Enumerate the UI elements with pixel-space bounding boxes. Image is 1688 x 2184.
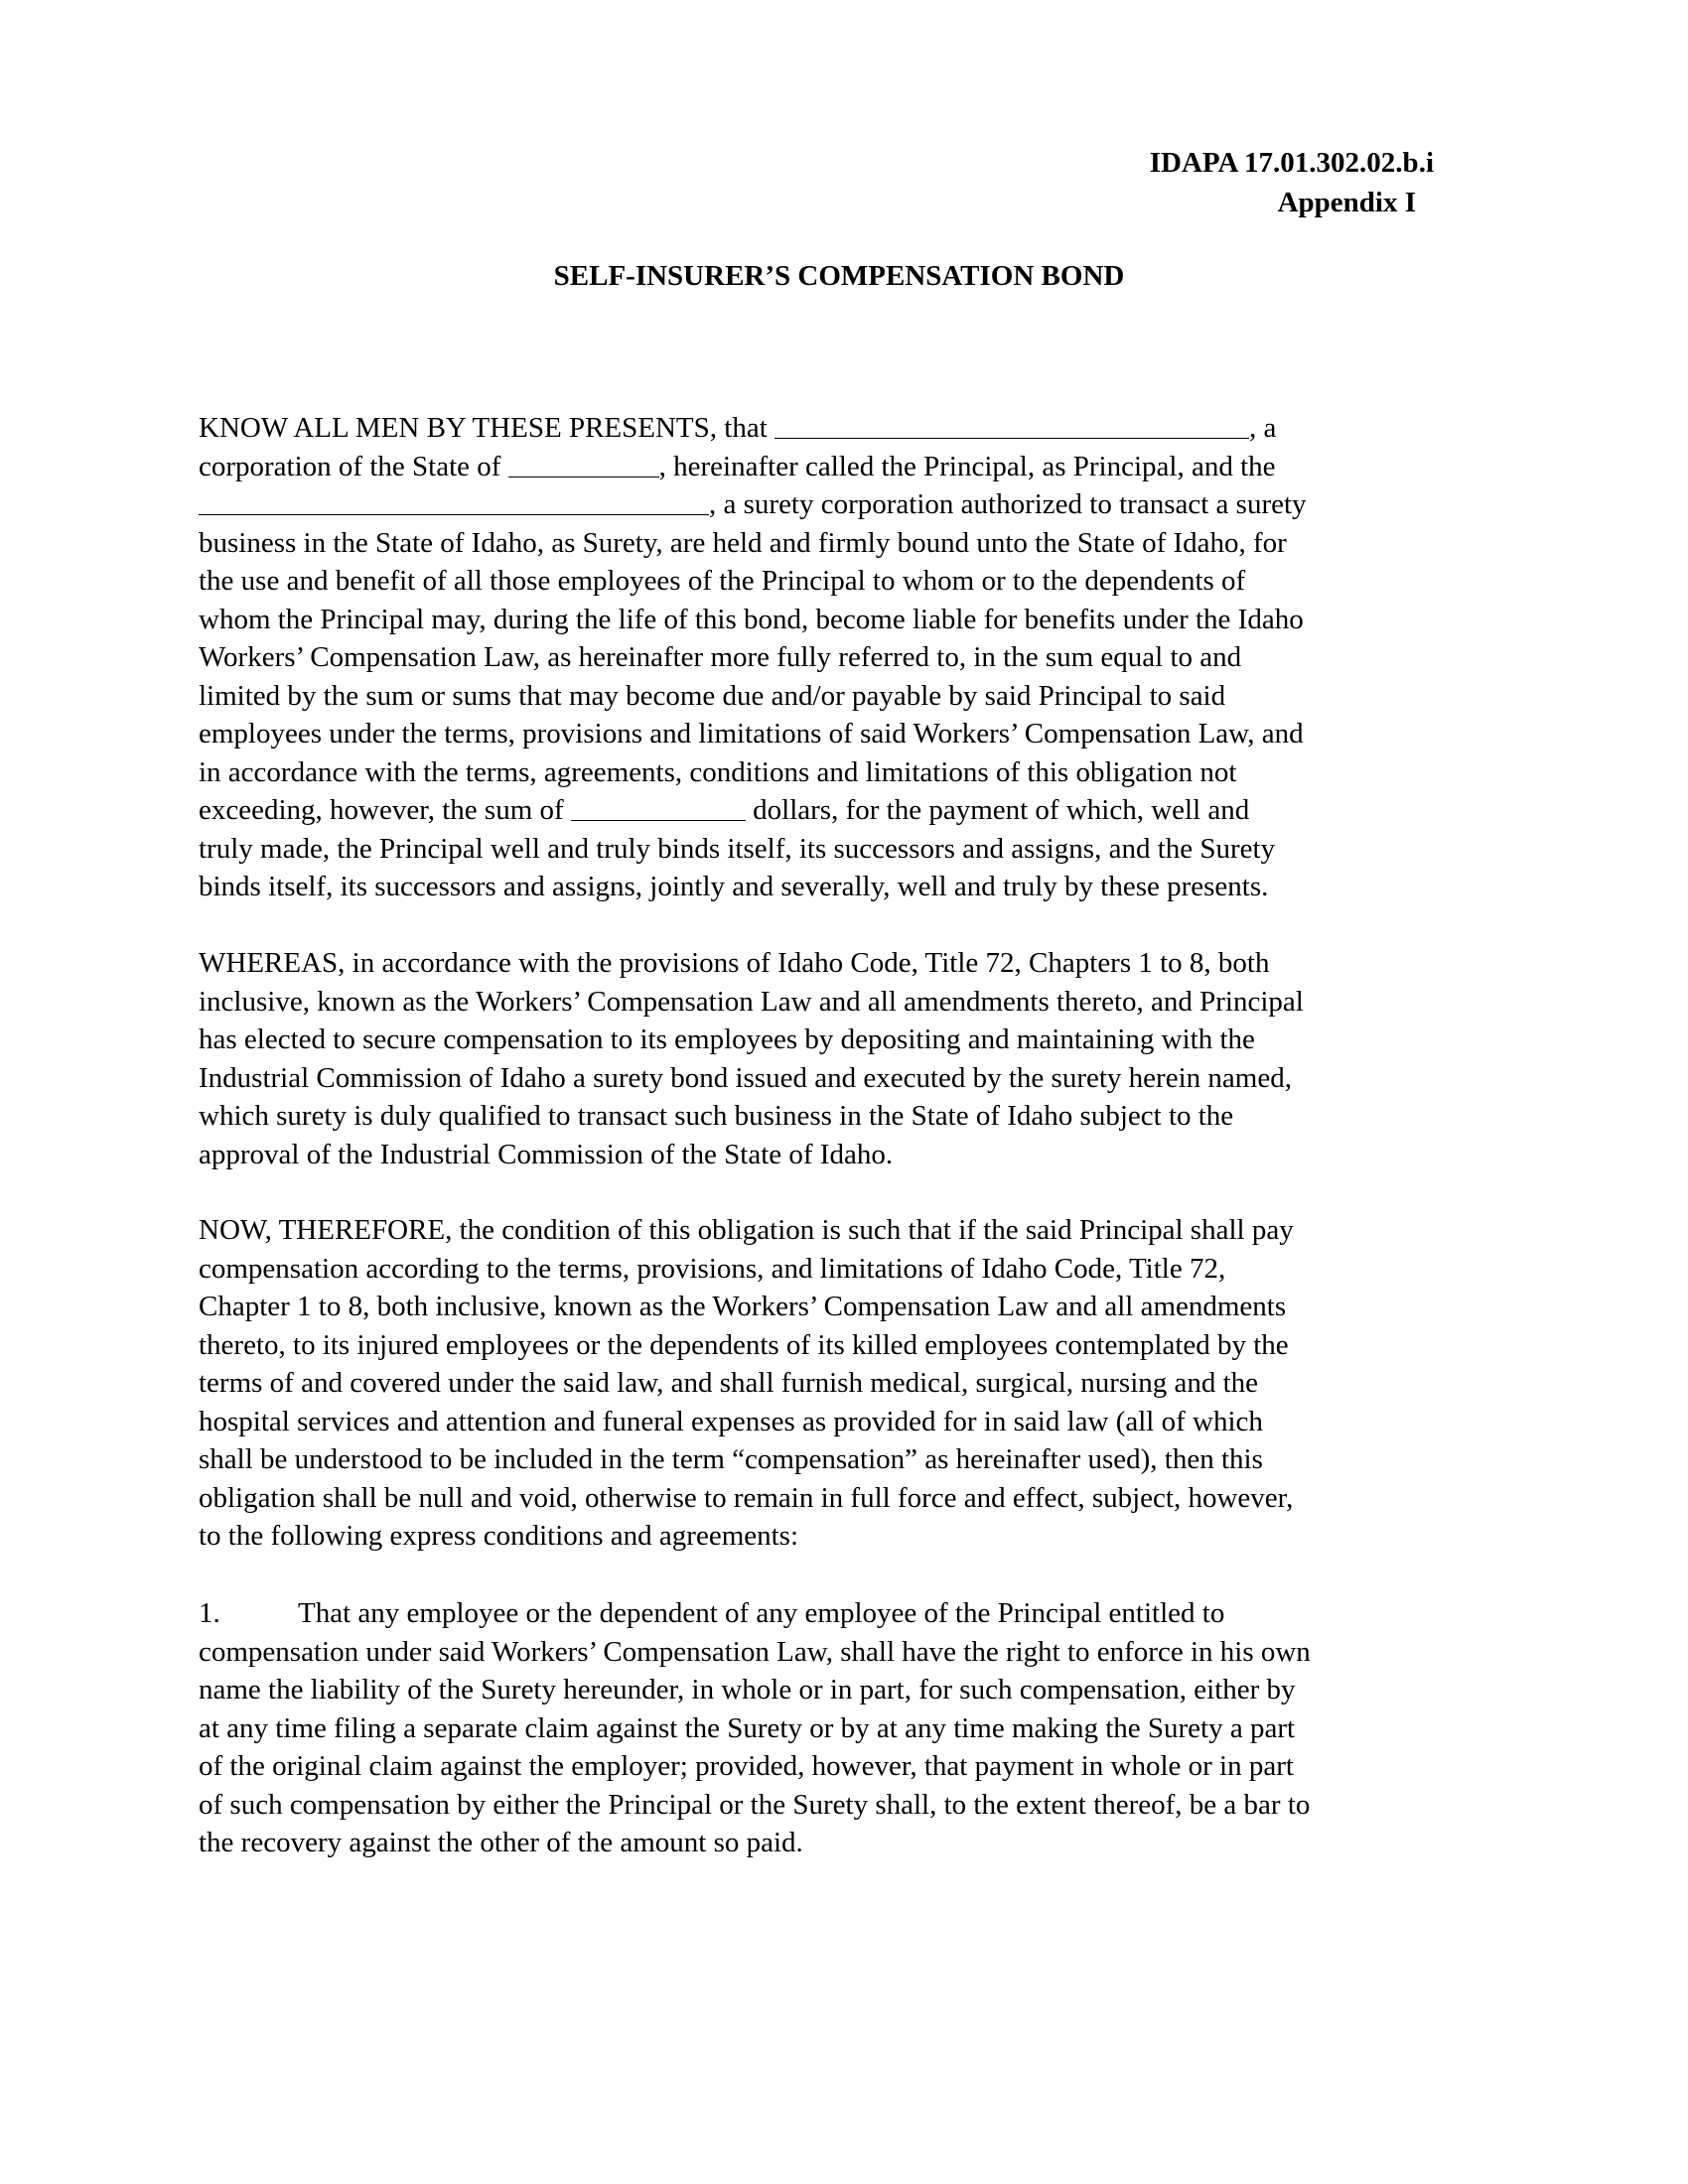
text-line: Chapter 1 to 8, both inclusive, known as the Workers’ Compensation Law and all amendments	[199, 1291, 1287, 1322]
text-line: exceeding, however, the sum of dollars, for the payment of which, well and	[199, 794, 1250, 826]
paragraph-know-all-men	[199, 409, 1489, 906]
text-line: of such compensation by either the Principal or the Surety shall, to the extent thereof, be a bar to	[199, 1788, 1311, 1821]
document-title	[0, 256, 1688, 296]
text-line: at any time filing a separate claim against the Surety or by at any time making the Surety a part	[199, 1711, 1296, 1744]
surety-name-blank[interactable]	[199, 488, 709, 515]
text-line: Industrial Commission of Idaho a surety bond issued and executed by the surety herein named,	[199, 1061, 1292, 1094]
appendix-label: Appendix I	[1277, 187, 1416, 218]
header-reference-block	[1150, 143, 1434, 222]
text-line: whom the Principal may, during the life of this bond, become liable for benefits under the Idaho	[199, 603, 1304, 635]
paragraph-whereas	[199, 944, 1489, 1173]
text-line: 1. That any employee or the dependent of any employee of the Principal entitled to	[199, 1594, 1489, 1633]
text-line: corporation of the State of , hereinafter called the Principal, as Principal, and the	[199, 450, 1276, 482]
text-line: thereto, to its injured employees or the dependents of its killed employees contemplated by the	[199, 1328, 1289, 1361]
paragraph-condition-1	[199, 1594, 1489, 1862]
text-line: business in the State of Idaho, as Surety, are held and firmly bound unto the State of Idaho, for	[199, 526, 1287, 559]
text-line: to the following express conditions and agreements:	[199, 1520, 799, 1552]
text-line: WHEREAS, in accordance with the provisions of Idaho Code, Title 72, Chapters 1 to 8, both	[199, 947, 1270, 979]
text-line: compensation according to the terms, provisions, and limitations of Idaho Code, Title 72,	[199, 1252, 1226, 1285]
text-line: NOW, THEREFORE, the condition of this obligation is such that if the said Principal shall pay	[199, 1214, 1294, 1246]
text-line: of the original claim against the employer; provided, however, that payment in whole or in part	[199, 1750, 1294, 1782]
text-line: obligation shall be null and void, otherwise to remain in full force and effect, subject, however,	[199, 1481, 1294, 1514]
text-line: terms of and covered under the said law, and shall furnish medical, surgical, nursing and the	[199, 1367, 1259, 1399]
text-line: truly made, the Principal well and truly binds itself, its successors and assigns, and the Surety	[199, 832, 1276, 865]
text-line: has elected to secure compensation to its employees by depositing and maintaining with the	[199, 1024, 1255, 1055]
text-line: limited by the sum or sums that may become due and/or payable by said Principal to said	[199, 679, 1226, 712]
text-line: employees under the terms, provisions and limitations of said Workers’ Compensation Law, and	[199, 718, 1304, 750]
text-line: compensation under said Workers’ Compensation Law, shall have the right to enforce in his own	[199, 1635, 1311, 1668]
text-line: the use and benefit of all those employees of the Principal to whom or to the dependents of	[199, 565, 1246, 597]
text-line: , a surety corporation authorized to transact a surety	[199, 485, 1489, 524]
text-line: inclusive, known as the Workers’ Compensation Law and all amendments thereto, and Principal	[199, 985, 1304, 1018]
idapa-reference: IDAPA 17.01.302.02.b.i	[1149, 147, 1434, 179]
document-title-text: SELF-INSURER’S COMPENSATION BOND	[553, 260, 1125, 292]
text-line: approval of the Industrial Commission of the State of Idaho.	[199, 1138, 894, 1170]
item-number: 1.	[199, 1597, 220, 1629]
text-line: hospital services and attention and funeral expenses as provided for in said law (all of which	[199, 1405, 1263, 1437]
text-line: in accordance with the terms, agreements, conditions and limitations of this obligation not	[199, 755, 1237, 788]
text-line: the recovery against the other of the amount so paid.	[199, 1827, 803, 1858]
text-line: name the liability of the Surety hereunder, in whole or in part, for such compensation, either by	[199, 1674, 1296, 1706]
paragraph-now-therefore	[199, 1211, 1489, 1556]
text-line: which surety is duly qualified to transact such business in the State of Idaho subject to the	[199, 1100, 1234, 1132]
text-line: shall be understood to be included in the term “compensation” as hereinafter used), then this	[199, 1443, 1263, 1475]
state-blank[interactable]	[508, 451, 659, 478]
text-line: Workers’ Compensation Law, as hereinafter more fully referred to, in the sum equal to and	[199, 641, 1242, 673]
text-line: KNOW ALL MEN BY THESE PRESENTS, that , a	[199, 412, 1277, 444]
text-line: binds itself, its successors and assigns, jointly and severally, well and truly by these presents.	[199, 871, 1269, 902]
principal-name-blank[interactable]	[774, 412, 1249, 439]
bond-amount-blank[interactable]	[571, 794, 746, 821]
